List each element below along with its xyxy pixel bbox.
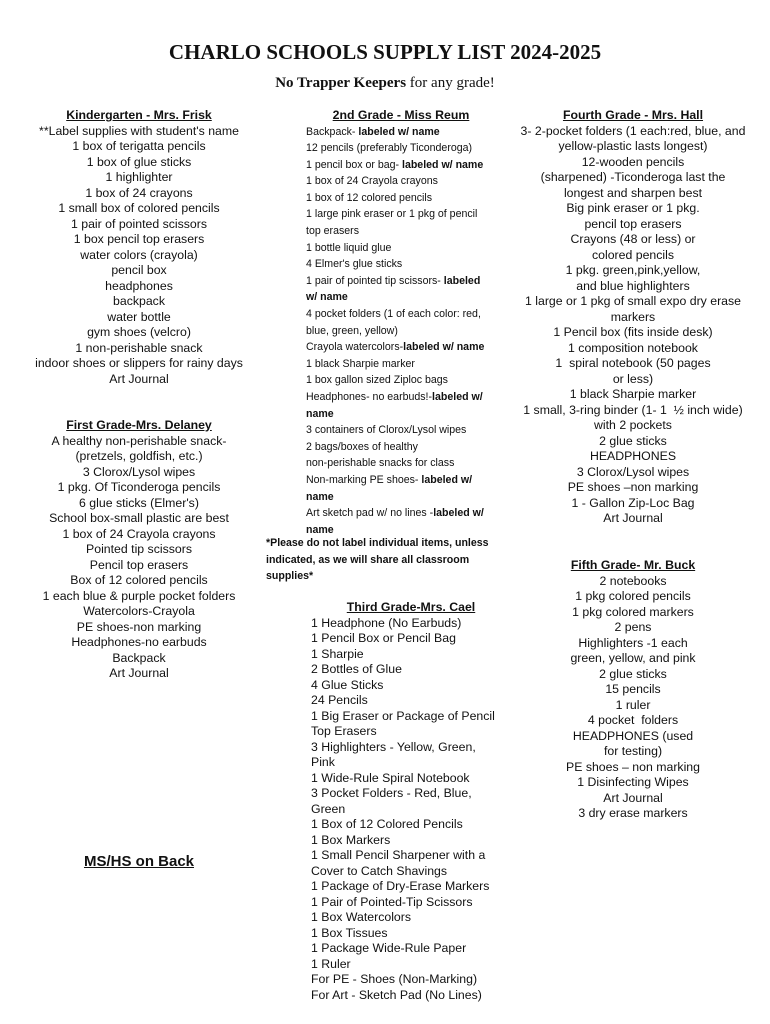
list-item: 1 Package of Dry-Erase Markers	[311, 879, 490, 893]
item-text: Art sketch pad w/ no lines -	[306, 507, 434, 520]
item-label-note: name	[306, 523, 334, 536]
second-grade-list	[306, 124, 506, 539]
item-text: 1 pair of pointed tip scissors-	[306, 274, 444, 287]
list-item: colored pencils	[591, 247, 675, 262]
list-item	[306, 306, 506, 323]
list-item	[306, 406, 506, 423]
list-item: Green	[311, 801, 346, 816]
list-item: or less)	[612, 371, 654, 386]
list-item: 1 highlighter	[105, 170, 173, 184]
list-item: water bottle	[107, 309, 171, 324]
list-item: indicated, as we will share all classroom	[266, 553, 470, 566]
item-label-note: name	[306, 407, 334, 420]
list-item: **Label supplies with student's name	[39, 123, 239, 138]
item-label-note: labeled w/ name	[402, 158, 484, 171]
second-grade-section	[306, 108, 506, 538]
list-item: 1 large or 1 pkg of small expo dry erase	[525, 294, 741, 308]
list-item	[306, 339, 506, 356]
item-text: blue, green, yellow)	[306, 324, 398, 337]
list-item	[306, 323, 506, 340]
item-text: 1 box gallon sized Ziploc bags	[306, 374, 448, 387]
list-item: 1 pair of pointed scissors	[70, 216, 208, 231]
list-item: 1 Sharpie	[311, 646, 364, 661]
list-item	[306, 240, 506, 257]
list-item: 1 - Gallon Zip-Loc Bag	[571, 495, 695, 510]
fourth-grade-section	[512, 108, 754, 527]
list-item: 1 pkg. Of Ticonderoga pencils	[57, 480, 221, 494]
first-grade-list	[28, 434, 250, 682]
list-item: 1 Pair of Pointed-Tip Scissors	[311, 894, 473, 909]
list-item: Headphones-no earbuds	[71, 635, 207, 649]
list-item: 3 Highlighters - Yellow, Green,	[311, 739, 476, 754]
list-item	[306, 356, 506, 373]
list-item: 3 dry erase markers	[578, 806, 688, 820]
item-text: 1 large pink eraser or 1 pkg of pencil	[306, 208, 478, 221]
list-item: (pretzels, goldfish, etc.)	[75, 449, 203, 463]
list-item: 3 Clorox/Lysol wipes	[82, 464, 196, 479]
list-item	[306, 422, 506, 439]
item-text: Crayola watercolors-	[306, 341, 404, 354]
list-item: PE shoes-non marking	[76, 619, 202, 634]
fourth-grade-list	[512, 124, 754, 527]
list-item	[306, 157, 506, 174]
list-item: 1 box of 24 Crayola crayons	[62, 526, 216, 541]
list-item: backpack	[113, 294, 165, 308]
list-item: Watercolors-Crayola	[83, 604, 195, 618]
list-item: 3 Clorox/Lysol wipes	[576, 464, 690, 479]
list-item: markers	[610, 309, 656, 324]
list-item	[306, 505, 506, 522]
fifth-grade-heading: Fifth Grade- Mr. Buck	[570, 558, 696, 572]
list-item: A healthy non-perishable snack-	[51, 433, 227, 448]
third-grade-section	[311, 600, 511, 1003]
third-grade-heading: Third Grade-Mrs. Cael	[346, 600, 476, 614]
subtitle-rest: for any grade!	[406, 75, 495, 91]
list-item: supplies*	[266, 570, 314, 583]
list-item: 4 pocket folders	[587, 713, 679, 727]
item-text: 1 black Sharpie marker	[306, 357, 415, 370]
list-item: PE shoes – non marking	[566, 759, 700, 774]
subtitle	[0, 75, 770, 92]
list-item: HEADPHONES	[589, 449, 677, 463]
list-item: 1 Big Eraser or Package of Pencil	[311, 708, 495, 723]
second-grade-heading: 2nd Grade - Miss Reum	[332, 108, 470, 122]
list-item: Art Journal	[603, 511, 663, 525]
list-item: 1 pkg colored markers	[572, 604, 694, 619]
list-item	[306, 140, 506, 157]
subtitle-bold: No Trapper Keepers	[275, 75, 407, 91]
list-item: yellow-plastic lasts longest)	[558, 139, 708, 153]
list-item: Backpack	[112, 650, 166, 665]
kindergarten-heading: Kindergarten - Mrs. Frisk	[66, 108, 212, 122]
list-item: 1 Pencil Box or Pencil Bag	[311, 631, 456, 645]
list-item: For PE - Shoes (Non-Marking)	[311, 972, 478, 986]
list-item	[306, 472, 506, 489]
list-item: 1 Disinfecting Wipes	[577, 775, 689, 789]
item-label-note: labeled w/	[432, 391, 483, 403]
list-item: 1 Box of 12 Colored Pencils	[311, 817, 463, 831]
item-text: top erasers	[306, 225, 359, 238]
list-item	[306, 173, 506, 190]
list-item: 1 Small Pencil Sharpener with a	[311, 848, 486, 862]
list-item: for testing)	[603, 744, 663, 758]
list-item: Art Journal	[603, 790, 663, 805]
note-lines	[266, 535, 511, 585]
list-item: 1 non-perishable snack	[75, 340, 203, 355]
list-item: 2 notebooks	[599, 573, 667, 588]
item-text: 3 containers of Clorox/Lysol wipes	[306, 424, 467, 437]
list-item: 1 box of glue sticks	[86, 154, 192, 169]
list-item: and blue highlighters	[576, 278, 690, 293]
list-item	[306, 455, 506, 472]
list-item: headphones	[105, 278, 173, 293]
list-item: 6 glue sticks (Elmer's)	[79, 495, 199, 510]
item-text: 12 pencils (preferably Ticonderoga)	[306, 142, 473, 155]
list-item	[306, 372, 506, 389]
list-item: with 2 pockets	[594, 418, 672, 432]
list-item: indoor shoes or slippers for rainy days	[35, 356, 243, 370]
list-item: 1 Box Tissues	[311, 925, 388, 940]
item-text: 2 bags/boxes of healthy	[306, 440, 418, 453]
list-item: For Art - Sketch Pad (No Lines)	[311, 987, 482, 1002]
list-item: water colors (crayola)	[80, 247, 198, 262]
list-item	[306, 273, 506, 290]
list-item: Art Journal	[109, 371, 169, 386]
first-grade-heading: First Grade-Mrs. Delaney	[66, 418, 212, 432]
list-item: 1 composition notebook	[568, 340, 698, 355]
list-item: 2 Bottles of Glue	[311, 662, 402, 676]
first-grade-section	[28, 418, 250, 682]
list-item: gym shoes (velcro)	[87, 325, 191, 339]
item-label-note: labeled	[443, 274, 481, 287]
list-item: Big pink eraser or 1 pkg.	[566, 201, 700, 215]
item-label-note: w/ name	[306, 291, 348, 304]
list-item: green, yellow, and pink	[570, 651, 696, 665]
list-item: 1 black Sharpie marker	[569, 387, 697, 401]
list-item: 1 box of terigatta pencils	[72, 139, 206, 153]
list-item: 1 Wide-Rule Spiral Notebook	[311, 770, 470, 785]
kindergarten-list	[28, 124, 250, 388]
list-item: 1 ruler	[615, 697, 651, 712]
second-grade-note	[266, 535, 511, 585]
list-item: 4 Glue Sticks	[311, 677, 384, 692]
list-item	[306, 190, 506, 207]
list-item: School box-small plastic are best	[49, 511, 229, 525]
list-item: Box of 12 colored pencils	[70, 573, 208, 587]
list-item: Pencil top erasers	[89, 557, 189, 572]
item-text: 1 box of 24 Crayola crayons	[306, 175, 438, 188]
item-text: 1 box of 12 colored pencils	[306, 191, 433, 204]
item-label-note: labeled w/	[421, 473, 473, 486]
fifth-grade-section	[512, 558, 754, 822]
list-item: 1 small, 3-ring binder (1- 1 ½ inch wide)	[523, 402, 743, 417]
list-item: Pointed tip scissors	[86, 542, 192, 556]
list-item: 3- 2-pocket folders (1 each:red, blue, and	[520, 123, 746, 138]
list-item: longest and sharpen best	[563, 185, 703, 200]
third-grade-list	[311, 616, 511, 1004]
list-item: 12-wooden pencils	[581, 154, 685, 169]
list-item: 1 pkg colored pencils	[575, 589, 691, 603]
fourth-grade-heading: Fourth Grade - Mrs. Hall	[562, 108, 704, 122]
list-item	[306, 289, 506, 306]
item-label-note: labeled w/ name	[358, 125, 440, 138]
item-text: 4 pocket folders (1 of each color: red,	[306, 308, 481, 321]
list-item: 3 Pocket Folders - Red, Blue,	[311, 786, 472, 800]
list-item: 1 box pencil top erasers	[73, 232, 205, 246]
list-item	[306, 223, 506, 240]
list-item: *Please do not label individual items, unless	[266, 537, 489, 549]
list-item: 1 box of 24 crayons	[85, 185, 193, 200]
list-item: HEADPHONES (used	[572, 728, 694, 743]
list-item: 1 Box Watercolors	[311, 910, 412, 924]
list-item	[306, 389, 506, 406]
list-item: PE shoes –non marking	[567, 480, 699, 494]
list-item	[306, 439, 506, 456]
list-item: Cover to Catch Shavings	[311, 863, 448, 878]
item-label-note: labeled w/	[433, 507, 484, 520]
list-item: 24 Pencils	[311, 693, 368, 707]
list-item: 1 Ruler	[311, 956, 351, 971]
list-item: 1 spiral notebook (50 pages	[555, 356, 711, 370]
fifth-grade-list	[512, 574, 754, 822]
list-item: (sharpened) -Ticonderoga last the	[540, 170, 726, 184]
item-text: non-perishable snacks for class	[306, 457, 455, 470]
list-item: 2 glue sticks	[599, 433, 667, 448]
list-item: 1 Pencil box (fits inside desk)	[553, 325, 713, 339]
ms-hs-note: MS/HS on Back	[83, 853, 195, 870]
list-item: Highlighters -1 each	[578, 635, 688, 650]
list-item	[306, 489, 506, 506]
list-item: Crayons (48 or less) or	[570, 232, 696, 246]
list-item: 1 Headphone (No Earbuds)	[311, 615, 462, 630]
list-item: 2 glue sticks	[599, 666, 667, 681]
list-item: 2 pens	[614, 620, 652, 634]
kindergarten-section	[28, 108, 250, 387]
list-item: Pink	[311, 755, 335, 769]
item-text: Headphones- no earbuds!-	[306, 391, 433, 403]
page-title: CHARLO SCHOOLS SUPPLY LIST 2024-2025	[168, 40, 602, 64]
list-item: 15 pencils	[605, 682, 661, 696]
item-text: 1 bottle liquid glue	[306, 241, 392, 254]
list-item: pencil box	[111, 263, 167, 277]
list-item: Art Journal	[109, 666, 169, 680]
list-item: 1 Box Markers	[311, 832, 391, 847]
list-item: Top Erasers	[311, 724, 377, 738]
item-label-note: name	[306, 490, 334, 503]
item-text: Non-marking PE shoes-	[306, 473, 422, 486]
list-item: pencil top erasers	[584, 216, 682, 231]
list-item	[306, 124, 506, 141]
item-label-note: labeled w/ name	[403, 341, 485, 354]
item-text: 1 pencil box or bag-	[306, 158, 402, 171]
list-item: 1 each blue & purple pocket folders	[42, 588, 236, 603]
item-text: 4 Elmer's glue sticks	[306, 258, 403, 271]
list-item: 1 small box of colored pencils	[58, 201, 220, 215]
item-text: Backpack-	[306, 125, 359, 138]
list-item	[306, 256, 506, 273]
list-item: 1 Package Wide-Rule Paper	[311, 941, 467, 955]
list-item: 1 pkg. green,pink,yellow,	[565, 263, 701, 277]
list-item	[306, 206, 506, 223]
